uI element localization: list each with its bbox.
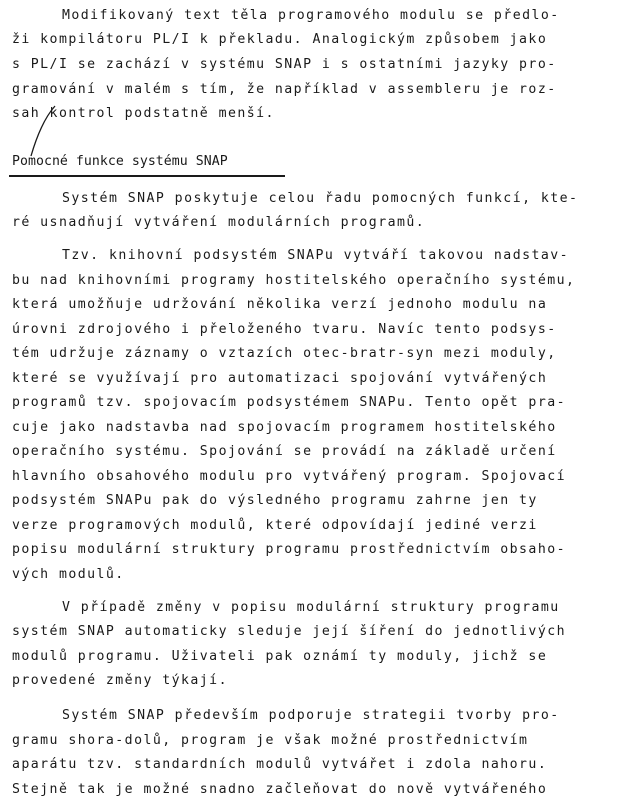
text-line: systém SNAP automaticky sleduje její šíření do jednotlivých bbox=[12, 624, 566, 639]
text-line: bu nad knihovními programy hostitelského operačního systému, bbox=[12, 273, 576, 288]
text-line: V případě změny v popisu modulární struktury programu bbox=[62, 600, 560, 615]
text-line: tém udržuje záznamy o vztazích otec-bratr-syn mezi moduly, bbox=[12, 346, 557, 361]
text-line: která umožňuje udržování několika verzí jednoho modulu na bbox=[12, 297, 548, 312]
text-line: které se využívají pro automatizaci spojování vytvářených bbox=[12, 371, 548, 386]
text-line: provedené změny týkají. bbox=[12, 673, 228, 688]
text-line: s PL/I se zachází v systému SNAP i s ostatními jazyky pro- bbox=[12, 57, 557, 72]
text-line: ré usnadňují vytváření modulárních programů. bbox=[12, 215, 426, 230]
text-line: Modifikovaný text těla programového modulu se předlo- bbox=[62, 8, 560, 23]
text-line: gramu shora-dolů, program je však možné prostřednictvím bbox=[12, 733, 529, 748]
text-line: podsystém SNAPu pak do výsledného programu zahrne jen ty bbox=[12, 493, 538, 508]
text-line: programů tzv. spojovacím podsystémem SNAPu. Tento opět pra- bbox=[12, 395, 566, 410]
text-line: hlavního obsahového modulu pro vytvářený program. Spojovací bbox=[12, 469, 566, 484]
text-line: operačního systému. Spojování se provádí na základě určení bbox=[12, 444, 557, 459]
text-line: modulů programu. Uživateli pak oznámí ty moduly, jichž se bbox=[12, 649, 548, 664]
section-heading: Pomocné funkce systému SNAP bbox=[12, 154, 228, 169]
pen-stroke-mark bbox=[28, 104, 58, 158]
text-line: Stejně tak je možné snadno začleňovat do nově vytvářeného bbox=[12, 782, 548, 797]
text-line: Tzv. knihovní podsystém SNAPu vytváří takovou nadstav- bbox=[62, 248, 570, 263]
section-heading-underline bbox=[9, 175, 285, 177]
text-line: popisu modulární struktury programu prostřednictvím obsaho- bbox=[12, 542, 566, 557]
text-line: Systém SNAP především podporuje strategii tvorby pro- bbox=[62, 708, 560, 723]
text-line: ži kompilátoru PL/I k překladu. Analogickým způsobem jako bbox=[12, 32, 548, 47]
text-line: verze programových modulů, které odpovídají jediné verzi bbox=[12, 518, 538, 533]
text-line: aparátu tzv. standardních modulů vytvářet i zdola nahoru. bbox=[12, 757, 548, 772]
text-line: cuje jako nadstavba nad spojovacím programem hostitelského bbox=[12, 420, 557, 435]
text-line: vých modulů. bbox=[12, 567, 125, 582]
text-line: Systém SNAP poskytuje celou řadu pomocných funkcí, kte- bbox=[62, 191, 579, 206]
text-line: úrovni zdrojového i přeloženého tvaru. Navíc tento podsys- bbox=[12, 322, 557, 337]
text-line: sah kontrol podstatně menší. bbox=[12, 106, 275, 121]
text-line: gramování v malém s tím, že například v assembleru je roz- bbox=[12, 82, 557, 97]
